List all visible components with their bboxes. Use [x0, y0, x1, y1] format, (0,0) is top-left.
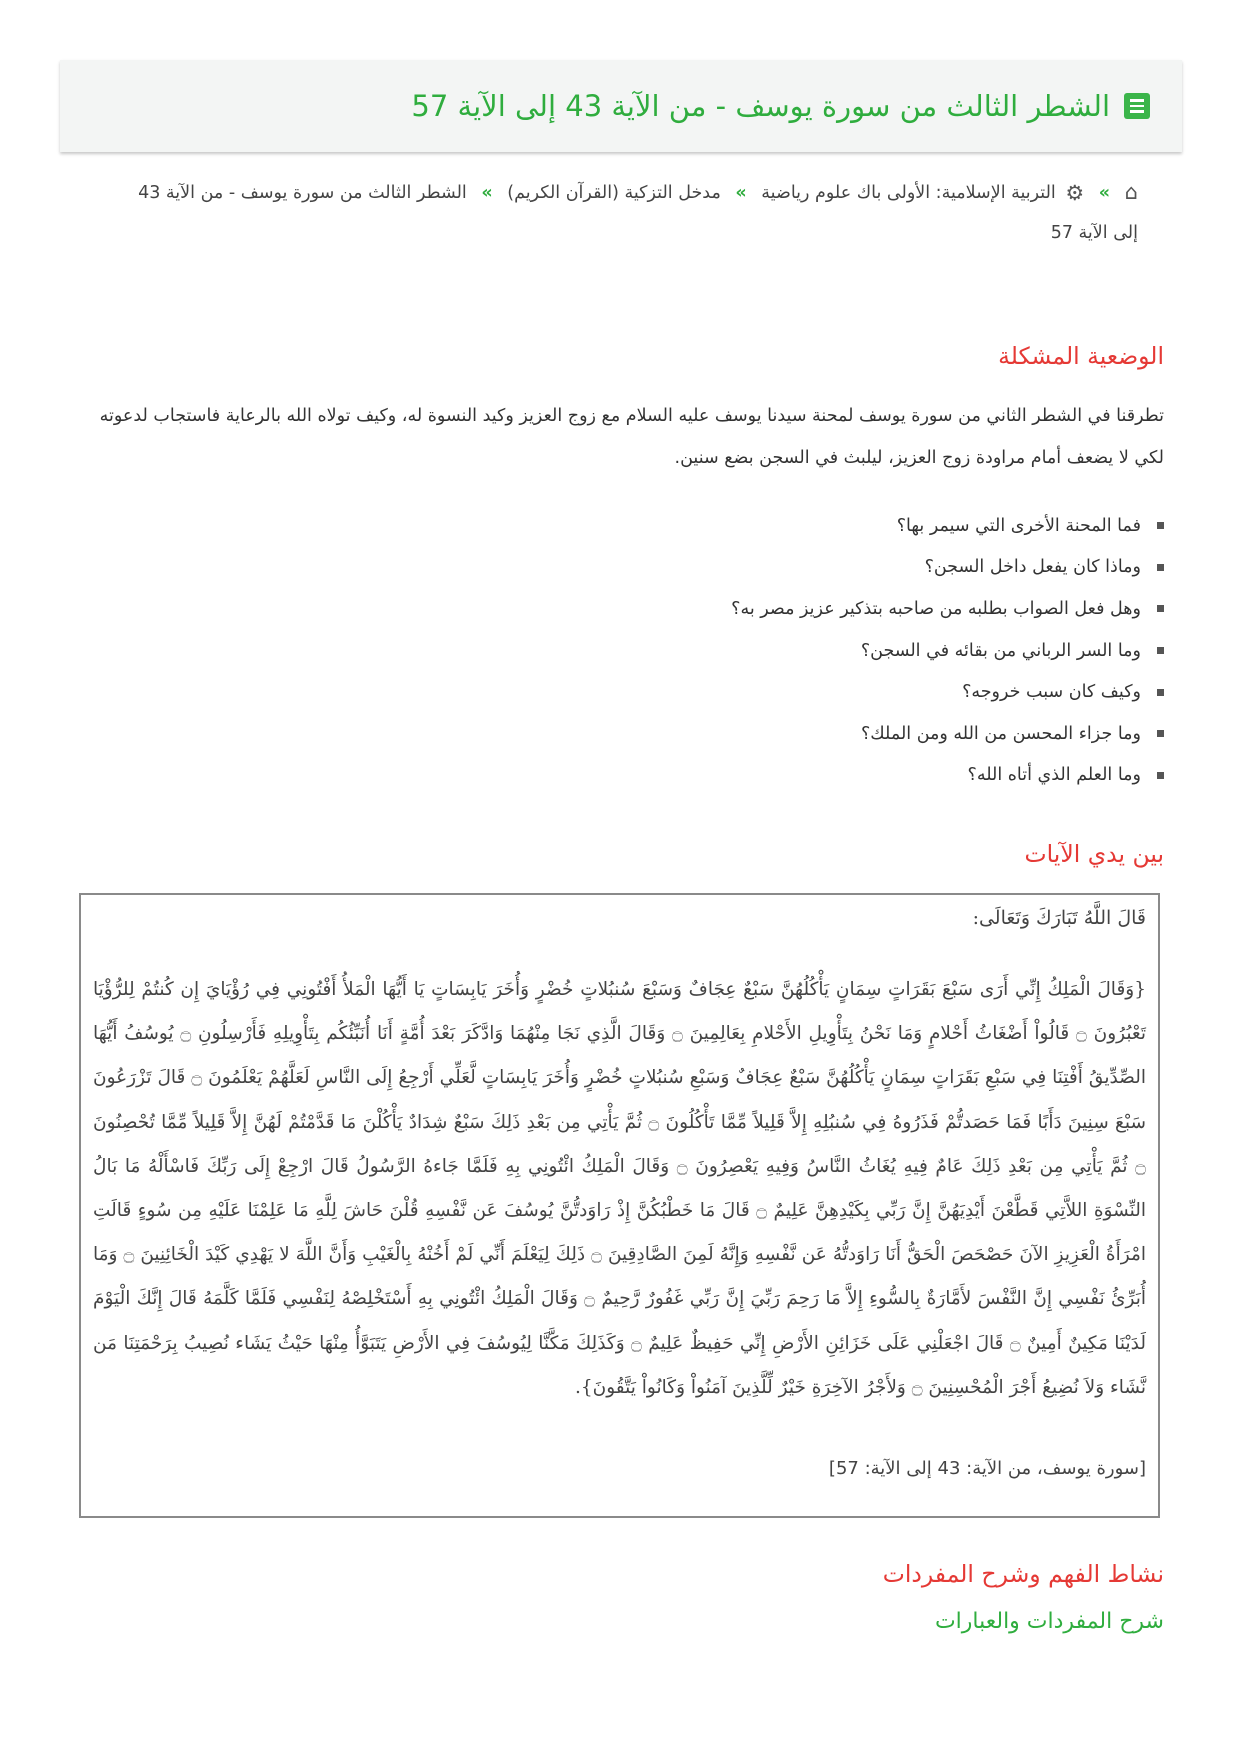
breadcrumb-item-current: الشطر الثالث من سورة يوسف - من الآية 43 إلى الآية 57 [138, 183, 1138, 243]
breadcrumb [110, 172, 1138, 253]
bullet-icon [1157, 772, 1164, 779]
verses-intro: قَالَ اللَّهُ تَبَارَكَ وَتَعَالَى: [972, 907, 1146, 929]
breadcrumb-item-course[interactable]: التربية الإسلامية: الأولى باك علوم رياضية [761, 183, 1056, 203]
home-icon[interactable]: ⌂ [1124, 180, 1138, 204]
list-item: وهل فعل الصواب بطلبه من صاحبه بتذكير عزيز مصر به؟ [264, 588, 1164, 630]
question-list [264, 505, 1164, 796]
bullet-icon [1157, 605, 1164, 612]
problem-section-heading: الوضعية المشكلة [998, 342, 1164, 370]
bullet-icon [1157, 689, 1164, 696]
bullet-icon [1157, 522, 1164, 529]
list-item: وما العلم الذي أتاه الله؟ [264, 755, 1164, 797]
settings-icon: ⚙ [1065, 181, 1085, 205]
bullet-icon [1157, 647, 1164, 654]
bullet-icon [1157, 730, 1164, 737]
breadcrumb-separator: » [481, 183, 493, 203]
list-item: وماذا كان يفعل داخل السجن؟ [264, 547, 1164, 589]
understanding-section-heading: نشاط الفهم وشرح المفردات [882, 1560, 1164, 1588]
verses-box [79, 893, 1160, 1518]
problem-intro: تطرقنا في الشطر الثاني من سورة يوسف لمحنة سيدنا يوسف عليه السلام مع زوج العزيز وكيد النسوة له، وكيف تولاه الله بالرعاية فاستجاب لدعوته لكي لا يضعف أمام مراودة زوج العزيز، ليلبث في السجن بضع سنين. [99, 406, 1164, 468]
list-item: وكيف كان سبب خروجه؟ [264, 671, 1164, 713]
verses-section-heading: بين يدي الآيات [1024, 840, 1164, 868]
breadcrumb-separator: » [735, 183, 747, 203]
bullet-icon [1157, 564, 1164, 571]
list-item: فما المحنة الأخرى التي سيمر بها؟ [264, 505, 1164, 547]
list-item: وما جزاء المحسن من الله ومن الملك؟ [264, 713, 1164, 755]
breadcrumb-separator: » [1098, 183, 1111, 203]
page-title-bar [60, 60, 1182, 152]
verses-text: {وَقَالَ الْمَلِكُ إِنِّي أَرَى سَبْعَ بَقَرَاتٍ سِمَانٍ يَأْكُلُهُنَّ سَبْعٌ عِجَافٌ وَسَبْعَ سُنبُلاتٍ خُضْرٍ وَأُخَرَ يَابِسَاتٍ يَا أَيُّهَا الْمَلأُ أَفْتُونِي فِي رُؤْيَايَ إِن كُنتُمْ لِلرُّؤْيَا تَعْبُرُونَ ۝ قَالُواْ أَضْغَاثُ أَحْلامٍ وَمَا نَحْنُ بِتَأْوِيلِ الأَحْلامِ بِعَالِمِينَ ۝ وَقَالَ الَّذِي نَجَا مِنْهُمَا وَادَّكَرَ بَعْدَ أُمَّةٍ أَنَا أُنَبِّئُكُم بِتَأْوِيلِهِ فَأَرْسِلُونِ ۝ يُوسُفُ أَيُّهَا الصِّدِّيقُ أَفْتِنَا فِي سَبْعِ بَقَرَاتٍ سِمَانٍ يَأْكُلُهُنَّ سَبْعٌ عِجَافٌ وَسَبْعِ سُنبُلاتٍ خُضْرٍ وَأُخَرَ يَابِسَاتٍ لَّعَلِّي أَرْجِعُ إِلَى النَّاسِ لَعَلَّهُمْ يَعْلَمُونَ ۝ قَالَ تَزْرَعُونَ سَبْعَ سِنِينَ دَأَبًا فَمَا حَصَدتُّمْ فَذَرُوهُ فِي سُنبُلِهِ إِلاَّ قَلِيلاً مِّمَّا تَأْكُلُونَ ۝ ثُمَّ يَأْتِي مِن بَعْدِ ذَلِكَ سَبْعٌ شِدَادٌ يَأْكُلْنَ مَا قَدَّمْتُمْ لَهُنَّ إِلاَّ قَلِيلاً مِّمَّا تُحْصِنُونَ ۝ ثُمَّ يَأْتِي مِن بَعْدِ ذَلِكَ عَامٌ فِيهِ يُغَاثُ النَّاسُ وَفِيهِ يَعْصِرُونَ ۝ وَقَالَ الْمَلِكُ ائْتُونِي بِهِ فَلَمَّا جَاءهُ الرَّسُولُ قَالَ ارْجِعْ إِلَى رَبِّكَ فَاسْأَلْهُ مَا بَالُ النِّسْوَةِ اللاَّتِي قَطَّعْنَ أَيْدِيَهُنَّ إِنَّ رَبِّي بِكَيْدِهِنَّ عَلِيمٌ ۝ قَالَ مَا خَطْبُكُنَّ إِذْ رَاوَدتُّنَّ يُوسُفَ عَن نَّفْسِهِ قُلْنَ حَاشَ لِلَّهِ مَا عَلِمْنَا عَلَيْهِ مِن سُوءٍ قَالَتِ امْرَأَةُ الْعَزِيزِ الآنَ حَصْحَصَ الْحَقُّ أَنَا رَاوَدتُّهُ عَن نَّفْسِهِ وَإِنَّهُ لَمِنَ الصَّادِقِينَ ۝ ذَلِكَ لِيَعْلَمَ أَنِّي لَمْ أَخُنْهُ بِالْغَيْبِ وَأَنَّ اللَّهَ لا يَهْدِي كَيْدَ الْخَائِنِينَ ۝ وَمَا أُبَرِّئُ نَفْسِي إِنَّ النَّفْسَ لأَمَّارَةٌ بِالسُّوءِ إِلاَّ مَا رَحِمَ رَبِّيَ إِنَّ رَبِّي غَفُورٌ رَّحِيمٌ ۝ وَقَالَ الْمَلِكُ ائْتُونِي بِهِ أَسْتَخْلِصْهُ لِنَفْسِي فَلَمَّا كَلَّمَهُ قَالَ إِنَّكَ الْيَوْمَ لَدَيْنَا مَكِينٌ أَمِينٌ ۝ قَالَ اجْعَلْنِي عَلَى خَزَائِنِ الأَرْضِ إِنِّي حَفِيظٌ عَلِيمٌ ۝ وَكَذَلِكَ مَكَّنَّا لِيُوسُفَ فِي الأَرْضِ يَتَبَوَّأُ مِنْهَا حَيْثُ يَشَاء نُصِيبُ بِرَحْمَتِنَا مَن نَّشَاء وَلاَ نُضِيعُ أَجْرَ الْمُحْسِنِينَ ۝ وَلأَجْرُ الآخِرَةِ خَيْرٌ لِّلَّذِينَ آمَنُواْ وَكَانُواْ يَتَّقُونَ}. [93, 979, 1146, 1398]
verses-reference: [سورة يوسف، من الآية: 43 إلى الآية: 57] [828, 1458, 1146, 1479]
list-item: وما السر الرباني من بقائه في السجن؟ [264, 630, 1164, 672]
document-icon [1124, 93, 1150, 119]
breadcrumb-item-unit[interactable]: مدخل التزكية (القرآن الكريم) [507, 183, 721, 203]
page-title: الشطر الثالث من سورة يوسف - من الآية 43 إلى الآية 57 [411, 88, 1110, 123]
vocabulary-subheading: شرح المفردات والعبارات [934, 1609, 1164, 1634]
